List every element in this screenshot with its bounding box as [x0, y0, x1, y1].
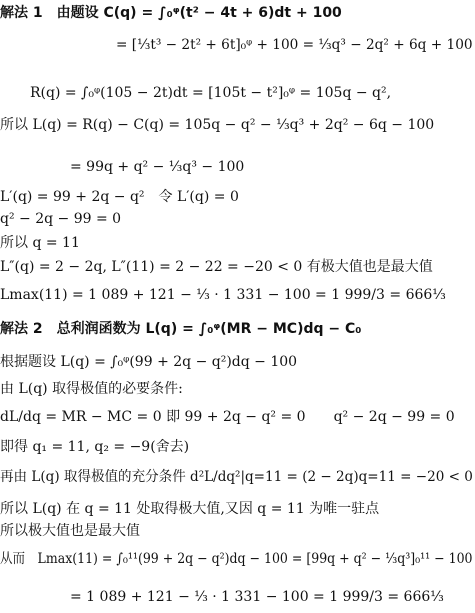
line-4: 所以 L(q) = R(q) − C(q) = 105q − q² − ⅓q³ + 2q² − 6q − 100 — [0, 117, 435, 133]
line-9: L″(q) = 2 − 2q, L″(11) = 2 − 22 = −20 < 0 有极大值也是最大值 — [0, 259, 433, 275]
line-15: 即得 q₁ = 11, q₂ = −9(舍去) — [0, 439, 190, 455]
line-6: L′(q) = 99 + 2q − q² 令 L′(q) = 0 — [0, 189, 239, 205]
line-19: 从而 Lmax(11) = ∫₀¹¹(99 + 2q − q²)dq − 100 = [99q + q² − ⅓q³]₀¹¹ − 100 — [0, 551, 473, 567]
method-2-label: 解法 2 总利润函数为 L(q) = ∫₀ᵠ(MR − MC)dq − C₀ — [0, 321, 362, 337]
line-20: = 1 089 + 121 − ⅓ · 1 331 − 100 = 1 999/3 = 666⅓ — [70, 589, 444, 605]
line-5: = 99q + q² − ⅓q³ − 100 — [70, 159, 245, 175]
line-10: Lmax(11) = 1 089 + 121 − ⅓ · 1 331 − 100 = 1 999/3 = 666⅓ — [0, 287, 446, 303]
line-12: 根据题设 L(q) = ∫₀ᵠ(99 + 2q − q²)dq − 100 — [0, 354, 298, 370]
line-8: 所以 q = 11 — [0, 235, 80, 251]
line-18: 所以极大值也是最大值 — [0, 523, 140, 539]
line-13: 由 L(q) 取得极值的必要条件: — [0, 381, 183, 397]
line-14: dL/dq = MR − MC = 0 即 99 + 2q − q² = 0 q² − 2q − 99 = 0 — [0, 409, 455, 425]
method-1-label: 解法 1 由题设 C(q) = ∫₀ᵠ(t² − 4t + 6)dt + 100 — [0, 5, 342, 21]
line-17: 所以 L(q) 在 q = 11 处取得极大值,又因 q = 11 为唯一驻点 — [0, 501, 380, 517]
line-3: R(q) = ∫₀ᵠ(105 − 2t)dt = [105t − t²]₀ᵠ = 105q − q², — [30, 85, 392, 101]
line-2: = [⅓t³ − 2t² + 6t]₀ᵠ + 100 = ⅓q³ − 2q² + 6q + 100 — [116, 37, 473, 53]
line-7: q² − 2q − 99 = 0 — [0, 211, 122, 227]
line-16: 再由 L(q) 取得极值的充分条件 d²L/dq²|q=11 = (2 − 2q)q=11 = −20 < 0 — [0, 469, 473, 485]
line-11 — [0, 322, 361, 336]
line-1 — [0, 6, 342, 20]
